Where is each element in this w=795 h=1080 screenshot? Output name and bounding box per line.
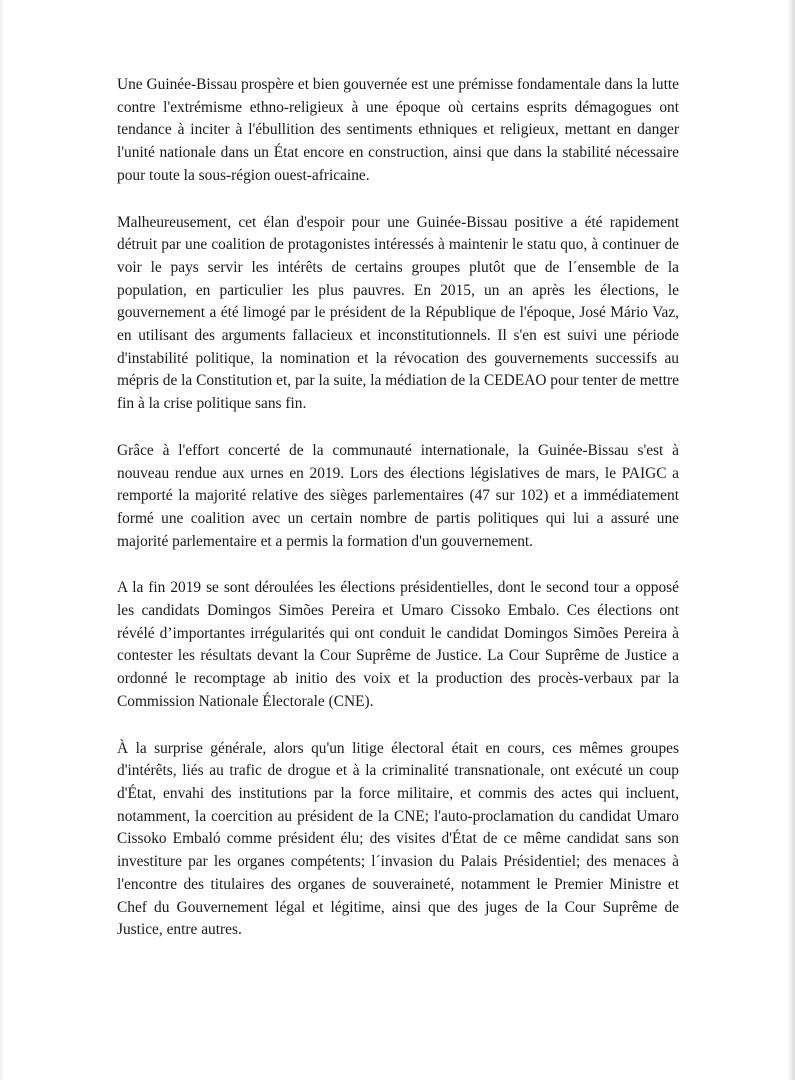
page-edge-left: [0, 0, 4, 1080]
paragraph-3: Grâce à l'effort concerté de la communauté internationale, la Guinée-Bissau s'est à nouveau rendue aux urnes en 2019. Lors des élections législatives de mars, le PAIGC a remporté la majorité relative des sièges parlementaires (47 sur 102) et a immédiatement formé une coalition avec un certain nombre de partis politiques qui lui a assuré une majorité parlementaire et a permis la formation d'un gouvernement.: [117, 441, 679, 550]
document-body: [117, 74, 679, 966]
paragraph-4: A la fin 2019 se sont déroulées les élections présidentielles, dont le second tour a opposé les candidats Domingos Simões Pereira et Umaro Cissoko Embalo. Ces élections ont révélé d’importantes irrégularités qui ont conduit le candidat Domingos Simões Pereira à contester les résultats devant la Cour Suprême de Justice. La Cour Suprême de Justice a ordonné le recomptage ab initio des voix et la production des procès-verbaux par la Commission Nationale Électorale (CNE).: [117, 579, 679, 710]
paragraph-5: À la surprise générale, alors qu'un litige électoral était en cours, ces mêmes groupes d'intérêts, liés au trafic de drogue et à la criminalité transnationale, ont exécuté un coup d'État, envahi des institutions par la force militaire, et commis des actes qui incluent, notamment, la coercition au président de la CNE; l'auto-proclamation du candidat Umaro Cissoko Embaló comme président élu; des visites d'État de ce même candidat sans son investiture par les organes compétents; l´invasion du Palais Présidentiel; des menaces à l'encontre des titulaires des organes de souveraineté, notamment le Premier Ministre et Chef du Gouvernement légal et légitime, ainsi que des juges de la Cour Suprême de Justice, entre autres.: [117, 739, 679, 939]
paragraph-1: Une Guinée-Bissau prospère et bien gouvernée est une prémisse fondamentale dans la lutte contre l'extrémisme ethno-religieux à une époque où certains esprits démagogues ont tendance à inciter à l'ébullition des sentiments ethniques et religieux, mettant en danger l'unité nationale dans un État encore en construction, ainsi que dans la stabilité nécessaire pour toute la sous-région ouest-africaine.: [117, 76, 679, 184]
page-edge-right: [787, 0, 795, 1080]
paragraph-2: Malheureusement, cet élan d'espoir pour une Guinée-Bissau positive a été rapidement détruit par une coalition de protagonistes intéressés à maintenir le statu quo, à continuer de voir le pays servir les intérêts de certains groupes plutôt que de l´ensemble de la population, en particulier les plus pauvres. En 2015, un an après les élections, le gouvernement a été limogé par le président de la République de l'époque, José Mário Vaz, en utilisant des arguments fallacieux et inconstitutionnels. Il s'en est suivi une période d'instabilité politique, la nomination et la révocation des gouvernements successifs au mépris de la Constitution et, par la suite, la médiation de la CEDEAO pour tenter de mettre fin à la crise politique sans fin.: [117, 213, 679, 413]
